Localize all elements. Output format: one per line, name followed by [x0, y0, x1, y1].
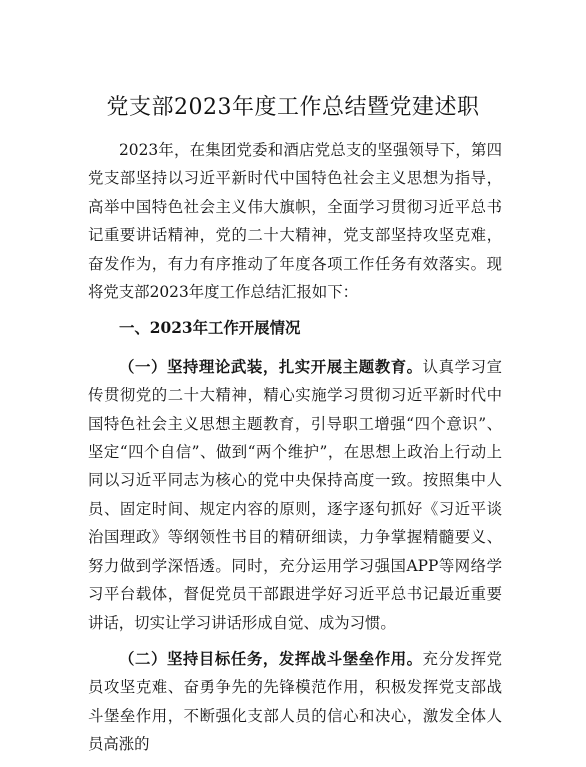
subsection-1-heading: （一）坚持理论武装，扎实开展主题教育。 [119, 357, 423, 376]
subsection-1-paragraph [88, 353, 502, 637]
subsection-2-text: 充分发挥党员攻坚克难、奋勇争先的先锋模范作用，积极发挥党支部战斗堡垒作用，不断强化支部人员的信心和决心，激发全体人员高涨的 [88, 649, 502, 754]
document-body [88, 136, 502, 767]
subsection-1-text: 认真学习宣传贯彻党的二十大精神，精心实施学习贯彻习近平新时代中国特色社会主义思想主题教育，引导职工增强“四个意识”、坚定“四个自信”、做到“两个维护”，在思想上政治上行动上同以习近平同志为核心的党中央保持高度一致。按照集中人员、固定时间、规定内容的原则，逐字逐句抓好《习近平谈治国理政》等纲领性书目的精研细读，力争掌握精髓要义、努力做到学深悟透。同时，充分运用学习强国APP等网络学习平台载体，督促党员干部跟进学好习近平总书记最近重要讲话，切实让学习讲话形成自觉、成为习惯。 [88, 357, 502, 632]
intro-paragraph: 2023年，在集团党委和酒店党总支的坚强领导下，第四党支部坚持以习近平新时代中国特色社会主义思想为指导，高举中国特色社会主义伟大旗帜，全面学习贯彻习近平总书记重要讲话精神，党的二十大精神，党支部坚持攻坚克难，奋发作为，有力有序推动了年度各项工作任务有效落实。现将党支部2023年度工作总结汇报如下： [88, 141, 502, 302]
subsection-2-heading: （二）坚持目标任务，发挥战斗堡垒作用。 [119, 649, 423, 668]
document-title: 党支部2023年度工作总结暨党建述职 [106, 95, 480, 120]
subsection-2-paragraph [88, 645, 502, 759]
section-heading: 一、2023年工作开展情况 [119, 319, 301, 338]
